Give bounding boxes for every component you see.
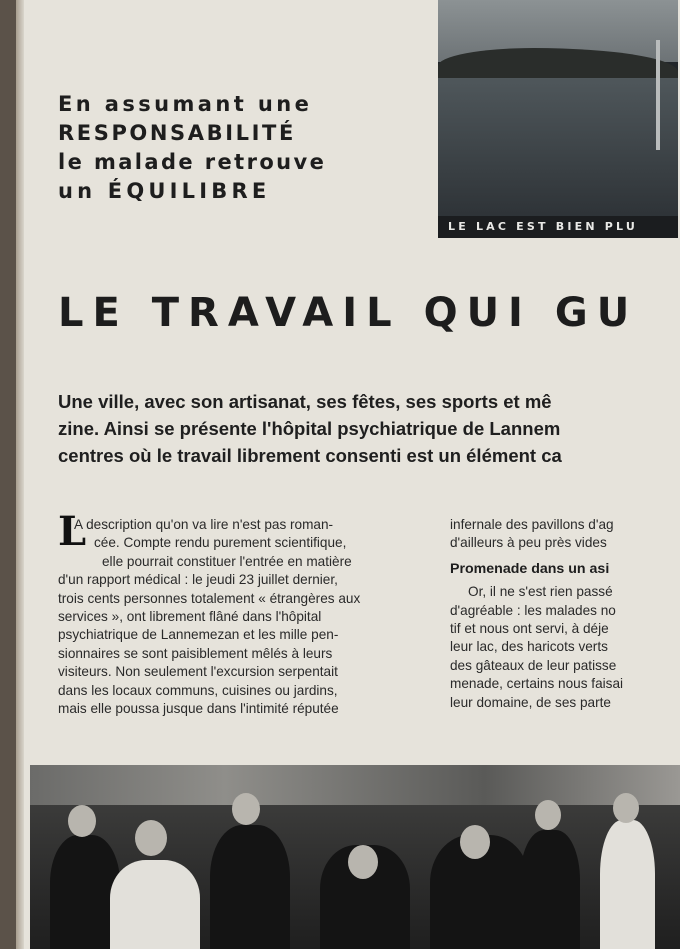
photo-figure bbox=[520, 830, 580, 949]
crowd-photo bbox=[30, 765, 680, 949]
body-line: trois cents personnes totalement « étrangères aux bbox=[58, 590, 361, 606]
photo-figure-head bbox=[613, 793, 639, 823]
body-line: sionnaires se sont paisiblement mêlés à leurs bbox=[58, 645, 333, 661]
body-line: tif et nous ont servi, à déje bbox=[450, 621, 609, 637]
body-column-2 bbox=[450, 516, 680, 712]
photo-figure bbox=[600, 820, 655, 949]
article-lede bbox=[58, 388, 680, 469]
section-subhead: Promenade dans un asi bbox=[450, 560, 610, 577]
body-line: menade, certains nous faisai bbox=[450, 676, 624, 692]
body-line: leur lac, des haricots verts bbox=[450, 639, 608, 655]
body-line: d'ailleurs à peu près vides bbox=[450, 535, 607, 551]
body-line: elle pourrait constituer l'entrée en matière bbox=[102, 553, 352, 569]
body-column-1 bbox=[58, 516, 428, 718]
photo-figure-head bbox=[535, 800, 561, 830]
kicker-line: le malade retrouve bbox=[58, 150, 327, 174]
lede-line: Une ville, avec son artisanat, ses fêtes, ses sports et mê bbox=[58, 391, 552, 412]
body-line: services », ont librement flâné dans l'hôpital bbox=[58, 609, 322, 625]
lede-line: zine. Ainsi se présente l'hôpital psychiatrique de Lannem bbox=[58, 418, 561, 439]
kicker-line: RESPONSABILITÉ bbox=[58, 121, 296, 145]
kicker-line: un ÉQUILIBRE bbox=[58, 179, 271, 203]
photo-caption: LE LAC EST BIEN PLU bbox=[438, 216, 678, 238]
body-line: d'agréable : les malades no bbox=[450, 602, 616, 618]
drop-cap: L bbox=[58, 508, 87, 555]
photo-figure-head bbox=[460, 825, 490, 859]
body-line: cée. Compte rendu purement scientifique, bbox=[94, 535, 347, 551]
body-line: psychiatrique de Lannemezan et les mille pen- bbox=[58, 627, 339, 643]
photo-figure-head bbox=[232, 793, 260, 825]
article-title: LE TRAVAIL QUI GU bbox=[58, 290, 639, 336]
body-line: visiteurs. Non seulement l'excursion serpentait bbox=[58, 664, 338, 680]
photo-figure bbox=[210, 825, 290, 949]
photo-figure-head bbox=[135, 820, 167, 856]
lake-photo bbox=[438, 0, 678, 238]
photo-diving-tower bbox=[656, 40, 660, 150]
body-line: dans les locaux communs, cuisines ou jardins, bbox=[58, 682, 338, 698]
body-line: A description qu'on va lire n'est pas roman- bbox=[74, 517, 334, 532]
photo-figure bbox=[110, 860, 200, 949]
body-line: des gâteaux de leur patisse bbox=[450, 657, 617, 673]
body-line: leur domaine, de ses parte bbox=[450, 694, 611, 710]
body-line: infernale des pavillons d'ag bbox=[450, 517, 614, 532]
photo-lake-water bbox=[438, 78, 678, 218]
kicker-headline bbox=[58, 90, 398, 206]
lede-line: centres où le travail librement consenti est un élément ca bbox=[58, 445, 562, 466]
photo-figure-head bbox=[348, 845, 378, 879]
body-line: mais elle poussa jusque dans l'intimité réputée bbox=[58, 701, 339, 717]
body-line: Or, il ne s'est rien passé bbox=[468, 584, 613, 600]
photo-figure-head bbox=[68, 805, 96, 837]
body-line: d'un rapport médical : le jeudi 23 juillet dernier, bbox=[58, 572, 338, 588]
kicker-line: En assumant une bbox=[58, 92, 313, 116]
page-edge bbox=[16, 0, 24, 949]
